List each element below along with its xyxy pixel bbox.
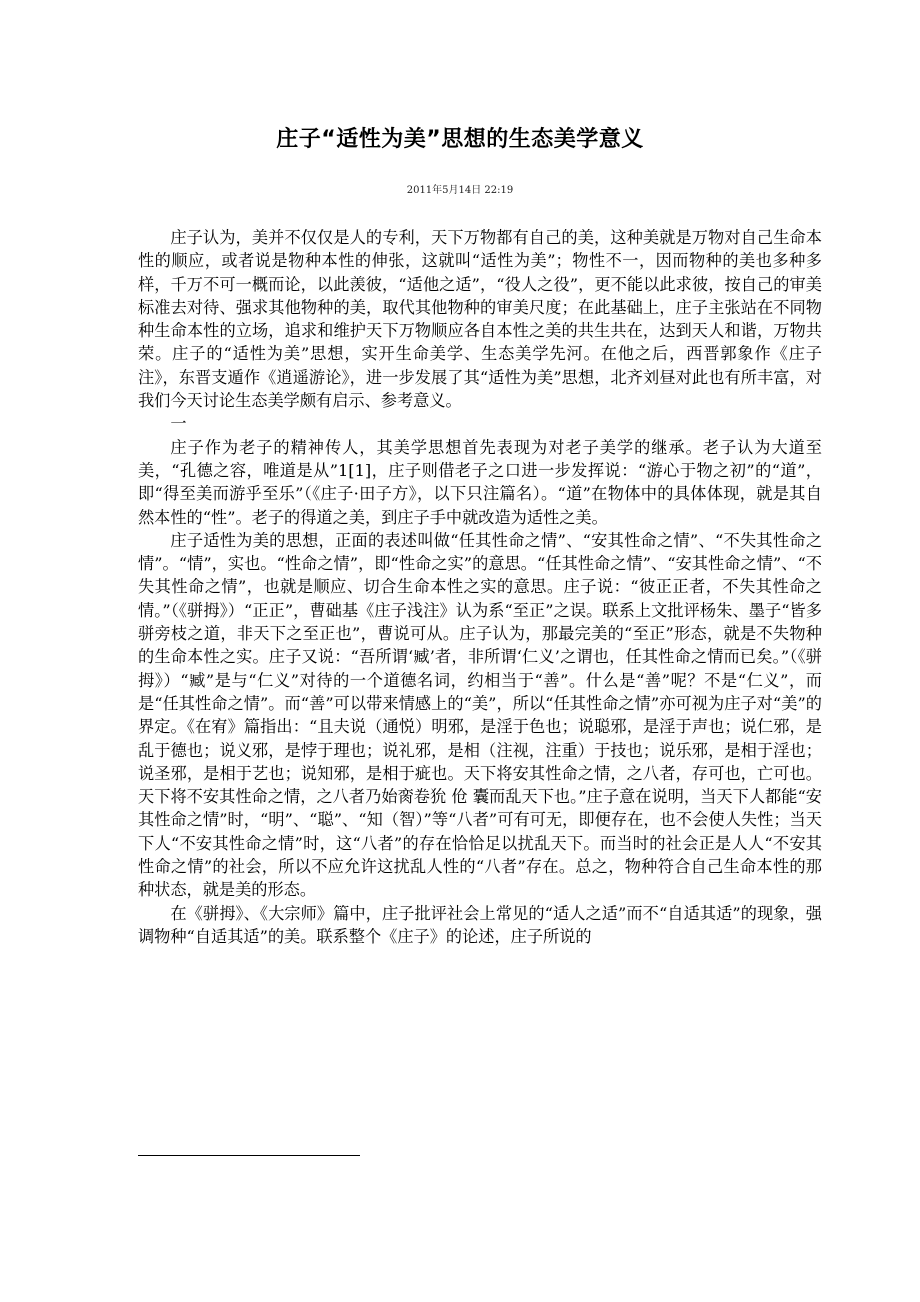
footnote-separator xyxy=(138,1155,360,1156)
document-body xyxy=(138,226,822,948)
section-number: 一 xyxy=(170,414,187,434)
paragraph: 庄子适性为美的思想，正面的表述叫做“任其性命之情”、“安其性命之情”、“不失其性命之情”。“情”，实也。“性命之情”，即“性命之实”的意思。“任其性命之情”、“安其性命之情”、“不失其性命之情”，也就是顺应、切合生命本性之实的意思。庄子说：“彼正正者，不失其性命之情。”（《骈拇》）“正正”，曹础基《庄子浅注》认为系“至正”之误。联系上文批评杨朱、墨子“皆多骈旁枝之道，非天下之至正也”，曹说可从。庄子认为，那最完美的“至正”形态，就是不失物种的生命本性之实。庄子又说：“吾所谓‘臧’者，非所谓‘仁义’之谓也，任其性命之情而已矣。”（《骈拇》）“臧”是与“仁义”对待的一个道德名词，约相当于“善”。什么是“善”呢？不是“仁义”，而是“任其性命之情”。而“善”可以带来情感上的“美”，所以“任其性命之情”亦可视为庄子对“美”的界定。《在宥》篇指出：“且夫说（通悦）明邪，是淫于色也；说聪邪，是淫于声也；说仁邪，是乱于德也；说义邪，是悖于理也；说礼邪，是相（注视，注重）于技也；说乐邪，是相于淫也；说圣邪，是相于艺也；说知邪，是相于疵也。天下将安其性命之情，之八者，存可也，亡可也。天下将不安其性命之情，之八者乃始脔卷狁 伧 囊而乱天下也。”庄子意在说明，当天下人都能“安其性命之情”时，“明”、“聪”、“知（智）”等“八者”可有可无，即便存在，也不会使人失性；当天下人“不安其性命之情”时，这“八者”的存在恰恰足以扰乱天下。而当时的社会正是人人“不安其性命之情”的社会，所以不应允许这扰乱人性的“八者”存在。总之，物种符合自己生命本性的那种状态，就是美的形态。 xyxy=(138,530,822,900)
paragraph: 在《骈拇》、《大宗师》篇中，庄子批评社会上常见的“适人之适”而不“自适其适”的现象，强调物种“自适其适”的美。联系整个《庄子》的论述，庄子所说的 xyxy=(138,903,822,946)
document-date: 2011年5月14日 22:19 xyxy=(406,185,514,196)
paragraph-intro: 庄子认为，美并不仅仅是人的专利，天下万物都有自己的美，这种美就是万物对自己生命本性的顺应，或者说是物种本性的伸张，这就叫“适性为美”；物性不一，因而物种的美也多种多样，千万不可一概而论，以此羡彼，“适他之适”，“役人之役”，更不能以此求彼，按自己的审美标准去对待、强求其他物种的美，取代其他物种的审美尺度；在此基础上，庄子主张站在不同物种生命本性的立场，追求和维护天下万物顺应各自本性之美的共生共在，达到天人和谐，万物共荣。庄子的“适性为美”思想，实开生命美学、生态美学先河。在他之后，西晋郭象作《庄子注》，东晋支遁作《逍遥游论》，进一步发展了其“适性为美”思想，北齐刘昼对此也有所丰富，对我们今天讨论生态美学颇有启示、参考意义。 xyxy=(138,228,822,411)
paragraph: 庄子作为老子的精神传人，其美学思想首先表现为对老子美学的继承。老子认为大道至美，“孔德之容，唯道是从”1[1]，庄子则借老子之口进一步发挥说：“游心于物之初”的“道”，即“得至美而游乎至乐”（《庄子·田子方》，以下只注篇名）。“道”在物体中的具体体现，就是其自然本性的“性”。老子的得道之美，到庄子手中就改造为适性之美。 xyxy=(138,437,822,527)
document-title: 庄子“适性为美”思想的生态美学意义 xyxy=(276,127,644,152)
